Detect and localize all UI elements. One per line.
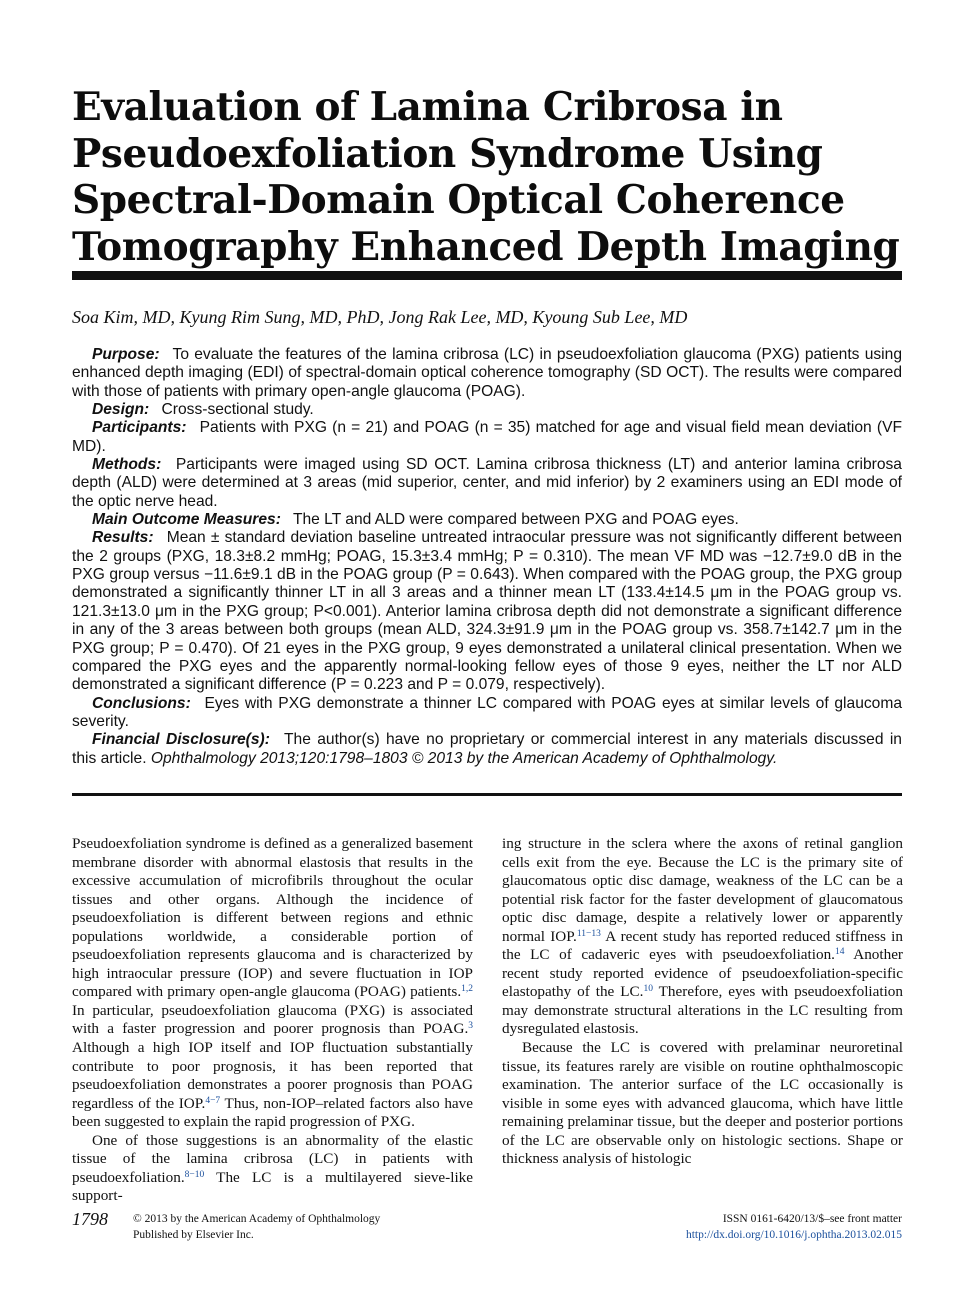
body-text: Therefore, eyes with pseudoexfoliation may demonstrate structural alterations in the LC resulting from dysregulated elastosis.: [502, 983, 903, 1038]
section-label: Financial Disclosure(s):: [92, 731, 270, 749]
abstract-participants: [72, 419, 902, 456]
section-label: Main Outcome Measures:: [92, 511, 281, 529]
abstract-purpose: [72, 346, 902, 401]
body-paragraph: [502, 835, 903, 1039]
section-label: Results:: [92, 529, 154, 547]
abstract-outcome: [72, 511, 902, 529]
body-text: Although a high IOP itself and IOP fluctuation substantially contribute to poor prognosis, it has been reported that pseudoexfoliation demonstrates a poorer prognosis than POAG regardless of the IOP.: [72, 1039, 473, 1112]
section-text: Patients with PXG (n = 21) and POAG (n = 35) matched for age and visual field mean deviation (VF MD).: [72, 419, 902, 455]
abstract-methods: [72, 456, 902, 511]
section-label: Design:: [92, 401, 150, 419]
body-text: Pseudoexfoliation syndrome is defined as a generalized basement membrane disorder with abnormal elastosis that results in the excessive accumulation of microfibrils throughout the ocular tissues and other organs. Although the incidence of pseudoexfoliation is different between regions and ethnic populations worldwide, a considerable portion of pseudoexfoliation represents glaucoma and is characterized by high intraocular pressure (IOP) and severe fluctuation in IOP compared with primary open-angle glaucoma (POAG) patients.: [72, 835, 473, 1001]
footer-left: [133, 1211, 380, 1243]
article-title: [72, 84, 902, 270]
citation-ref[interactable]: 8−10: [184, 1169, 205, 1180]
citation-ref[interactable]: 14: [834, 947, 845, 958]
journal-citation: Ophthalmology 2013;120:1798–1803 © 2013 by the American Academy of Ophthalmology.: [150, 749, 778, 767]
section-text: The LT and ALD were compared between PXG and POAG eyes.: [292, 511, 739, 529]
abstract-design: [72, 401, 902, 419]
body-column-left: [72, 835, 473, 1206]
abstract-disclosure: [72, 731, 902, 768]
section-label: Methods:: [92, 456, 162, 474]
citation-ref[interactable]: 11−13: [576, 928, 601, 939]
footer-copyright: © 2013 by the American Academy of Ophthalmology: [133, 1213, 381, 1225]
author-list: Soa Kim, MD, Kyung Rim Sung, MD, PhD, Jong Rak Lee, MD, Kyoung Sub Lee, MD: [72, 307, 688, 327]
title-line: Pseudoexfoliation Syndrome Using: [72, 130, 823, 177]
footer-publisher: Published by Elsevier Inc.: [133, 1229, 254, 1241]
section-text: The author(s) have no proprietary or commercial interest in any materials discussed in this article.: [72, 731, 902, 767]
section-text: Eyes with PXG demonstrate a thinner LC compared with POAG eyes at similar levels of glaucoma severity.: [72, 694, 902, 730]
page-number: 1798: [72, 1209, 108, 1229]
footer-issn: ISSN 0161-6420/13/$–see front matter: [722, 1213, 902, 1225]
citation-ref[interactable]: 10: [643, 984, 653, 995]
body-paragraph: [72, 835, 473, 1132]
body-text: One of those suggestions is an abnormality of the elastic tissue of the lamina cribrosa (LC) in patients with pseudoexfoliation.: [72, 1131, 473, 1186]
section-label: Conclusions:: [92, 694, 191, 712]
section-text: Participants were imaged using SD OCT. Lamina cribrosa thickness (LT) and anterior lamina cribrosa depth (ALD) were determined at 3 areas (mid superior, center, and mid inferior) by 2 examiners using an EDI mode of the optic nerve head.: [72, 456, 902, 510]
footer-right: [686, 1211, 902, 1243]
citation-ref[interactable]: 3: [468, 1021, 473, 1032]
section-text: To evaluate the features of the lamina cribrosa (LC) in pseudoexfoliation glaucoma (PXG) patients using enhanced depth imaging (EDI) of spectral-domain optical coherence tomography (SD OCT). The results were compared with those of patients with primary open-angle glaucoma (POAG).: [72, 346, 902, 400]
body-paragraph: [72, 1132, 473, 1206]
doi-link[interactable]: http://dx.doi.org/10.1016/j.ophtha.2013.02.015: [685, 1229, 902, 1241]
title-rule: [72, 271, 902, 280]
body-text: A recent study has reported reduced stiffness in the LC of cadaveric eyes with pseudoexfoliation.: [502, 927, 903, 964]
title-line: Evaluation of Lamina Cribrosa in: [72, 84, 783, 130]
title-line: Spectral-Domain Optical Coherence: [72, 177, 845, 223]
abstract: [72, 346, 902, 768]
section-text: Cross-sectional study.: [161, 401, 314, 419]
title-line: Tomography Enhanced Depth Imaging: [72, 223, 900, 270]
section-label: Participants:: [92, 419, 187, 437]
body-text: Thus, non-IOP–related factors also have been suggested to explain the rapid progression of PXG.: [72, 1094, 473, 1131]
body-text: Another recent study reported evidence of pseudoexfoliation-specific elastopathy of the LC.: [502, 946, 903, 1001]
abstract-rule: [72, 793, 902, 796]
body-text: The LC is a multilayered sieve-like support-: [72, 1168, 473, 1205]
body-text: ing structure in the sclera where the axons of retinal ganglion cells exit from the eye. Because the LC is the primary site of glaucomatous optic disc damage, weakness of the LC can be a potential risk factor for the faster development of glaucomatous optic disc damage, despite a relatively lower or apparently normal IOP.: [502, 835, 903, 945]
citation-ref[interactable]: 1,2: [461, 984, 473, 995]
body-column-right: [502, 835, 903, 1169]
section-text: Mean ± standard deviation baseline untreated intraocular pressure was not significantly different between the 2 groups (PXG, 18.3±8.2 mmHg; POAG, 15.3±3.4 mmHg; P = 0.310). The mean VF MD was −12.7±9.0 dB in the PXG group versus −11.6±9.1 dB in the POAG group (P = 0.643). When compared with the POAG group, the PXG group demonstrated a significantly thinner LT in all 3 areas and a thinner mean LT (133.4±14.5 μm in the POAG group vs. 121.3±13.0 μm in the PXG group; P<0.001). Anterior lamina cribrosa depth did not demonstrate a significant difference in any of the 3 areas between both groups (mean ALD, 324.3±91.9 μm in the POAG group vs. 358.7±142.7 μm in the PXG group; P = 0.470). Of 21 eyes in the PXG group, 9 eyes demonstrated a unilateral clinical presentation. When we compared the PXG eyes and the apparently normal-looking fellow eyes of those 9 eyes, neither the LT nor ALD demonstrated a significant difference (P = 0.223 and P = 0.079, respectively).: [72, 529, 902, 694]
abstract-results: [72, 529, 902, 694]
section-label: Purpose:: [92, 346, 160, 363]
body-text: In particular, pseudoexfoliation glaucoma (PXG) is associated with a faster progression and poorer prognosis than POAG.: [72, 1001, 473, 1038]
citation-ref[interactable]: 4−7: [205, 1095, 221, 1106]
body-paragraph: Because the LC is covered with prelaminar neuroretinal tissue, its features rarely are visible on routine ophthalmoscopic examination. The anterior surface of the LC occasionally is visible in some eyes with advanced glaucoma, which have little remaining prelaminar tissue, but the deeper and posterior portions of the LC are observable only on histologic sections. Shape or thickness analysis of histologic: [502, 1039, 903, 1168]
abstract-conclusions: [72, 695, 902, 732]
